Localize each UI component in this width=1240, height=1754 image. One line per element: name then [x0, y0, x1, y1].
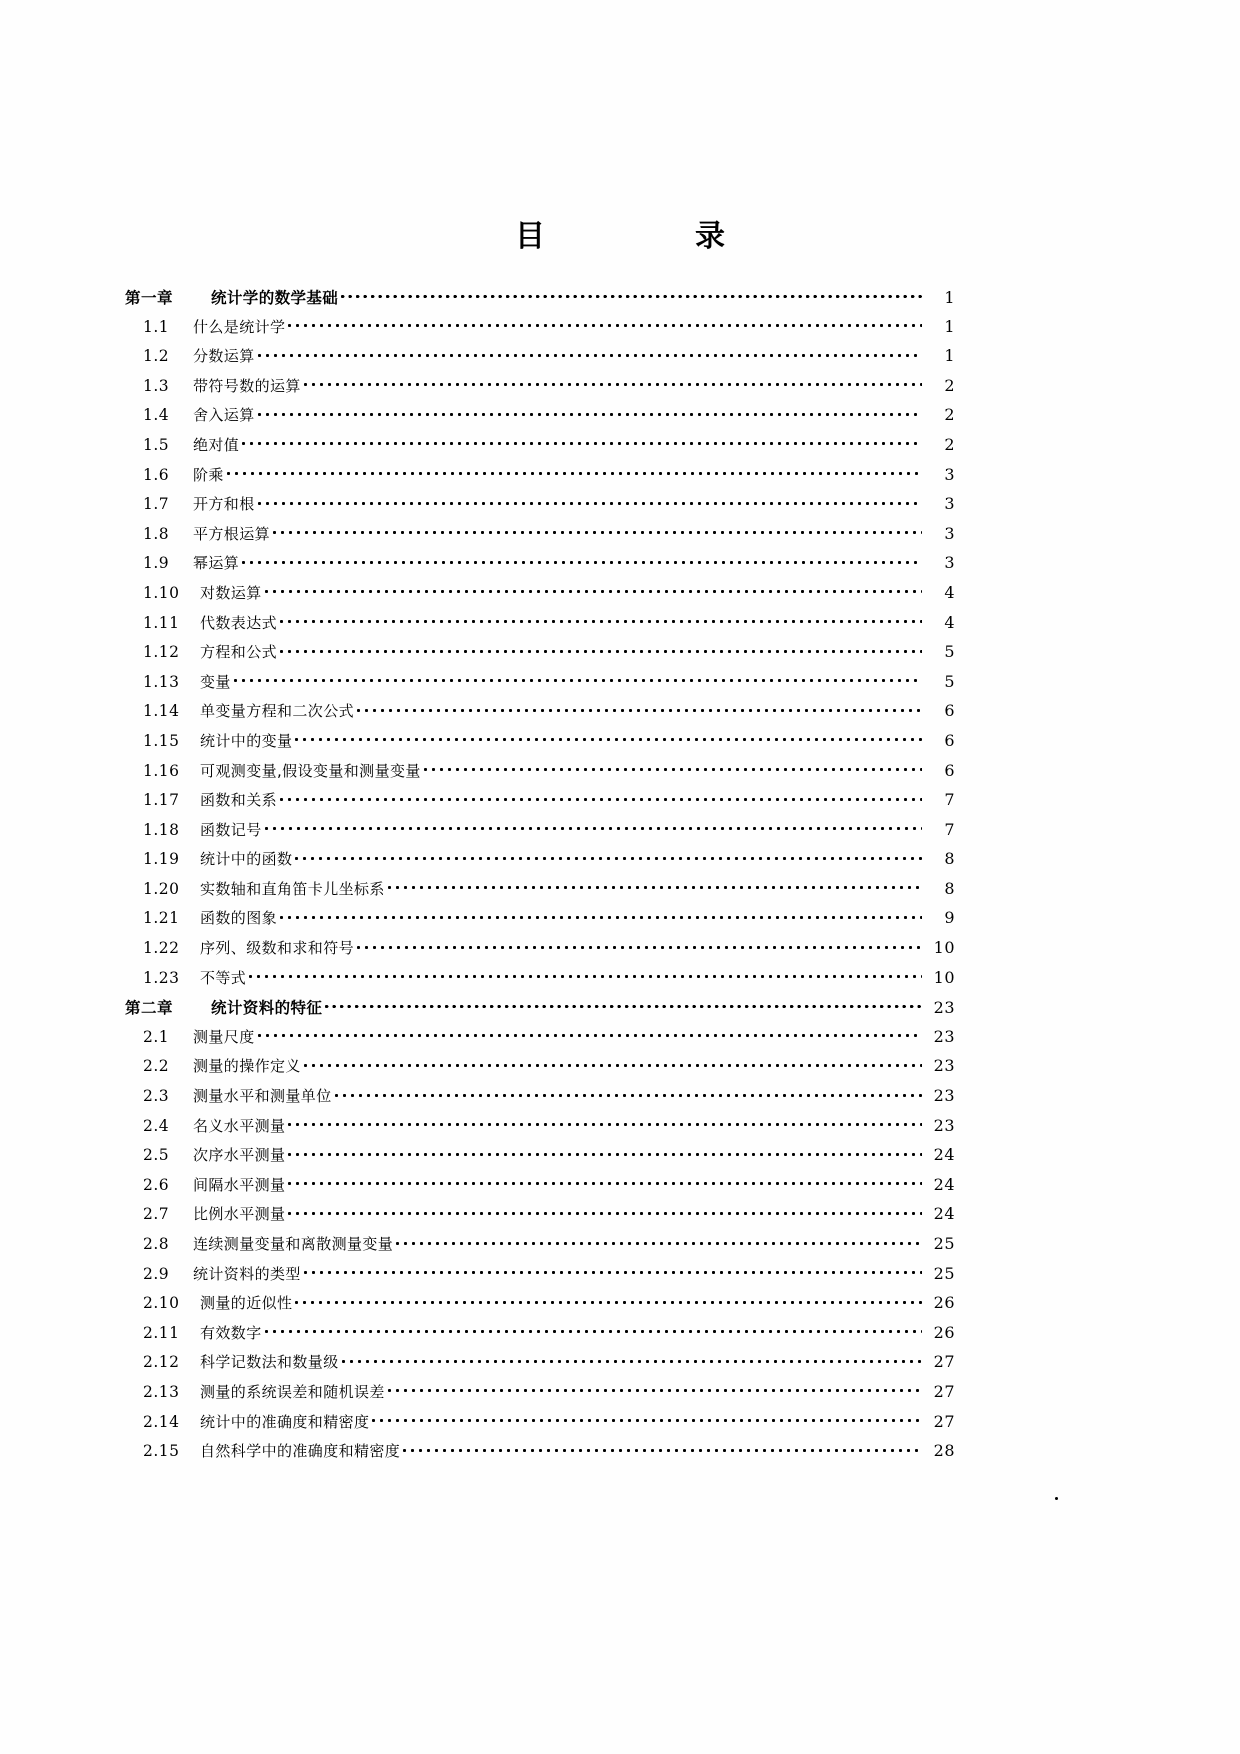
dot-leader: [258, 346, 922, 361]
dot-leader: [357, 938, 922, 953]
page-number: 7: [944, 819, 955, 839]
page-number: 3: [944, 464, 955, 484]
section-number: 1.16: [143, 761, 180, 780]
page-number: 9: [944, 908, 955, 928]
page-number: 1: [944, 288, 955, 307]
dot-leader: [288, 1145, 922, 1160]
dot-leader: [258, 494, 922, 509]
chapter-title: 统计学的数学基础: [211, 289, 339, 307]
section-number: 1.14: [143, 702, 180, 721]
page-number: 10: [933, 967, 955, 987]
toc-section-row[interactable]: [0, 345, 1240, 375]
section-number: 2.5: [143, 1146, 170, 1165]
section-title: 代数表达式: [200, 613, 278, 632]
section-number: 2.8: [143, 1235, 170, 1253]
section-number: 2.4: [143, 1116, 170, 1135]
section-title: 测量的操作定义: [193, 1057, 301, 1076]
page-number: 6: [944, 730, 955, 750]
toc-section-row[interactable]: [0, 937, 1240, 967]
toc-section-row[interactable]: [0, 552, 1240, 582]
toc-section-row[interactable]: [0, 1322, 1240, 1352]
dot-leader: [295, 731, 922, 746]
section-number: 2.15: [143, 1442, 180, 1461]
page-number: 28: [933, 1441, 955, 1461]
toc-section-row[interactable]: [0, 1174, 1240, 1204]
toc-section-row[interactable]: [0, 1085, 1240, 1115]
section-number: 1.3: [143, 376, 170, 395]
chapter-number: 第一章: [125, 289, 174, 307]
section-number: 2.10: [143, 1294, 180, 1313]
chapter-title: 统计资料的特征: [211, 999, 323, 1018]
section-number: 1.10: [143, 583, 180, 602]
section-number: 1.5: [143, 435, 170, 454]
section-title: 统计资料的类型: [193, 1264, 301, 1283]
page-number: 24: [933, 1174, 955, 1194]
section-title: 单变量方程和二次公式: [200, 702, 355, 721]
dot-leader: [304, 376, 922, 391]
toc-section-row[interactable]: [0, 1055, 1240, 1085]
section-title: 统计中的函数: [200, 850, 293, 869]
section-title: 实数轴和直角笛卡儿坐标系: [200, 879, 385, 898]
section-title: 幂运算: [193, 554, 240, 573]
section-title: 绝对值: [193, 435, 240, 454]
section-title: 统计中的准确度和精密度: [200, 1412, 370, 1431]
section-title: 阶乘: [193, 465, 224, 484]
section-title: 间隔水平测量: [193, 1175, 286, 1194]
toc-section-row[interactable]: [0, 760, 1240, 790]
section-number: 1.21: [143, 909, 180, 928]
section-title: 测量尺度: [193, 1027, 255, 1046]
page-title: 目 录: [515, 219, 755, 254]
dot-leader: [388, 879, 922, 894]
dot-leader: [280, 908, 922, 923]
page-number: 4: [944, 582, 955, 602]
section-number: 1.8: [143, 524, 170, 543]
page-number: 24: [933, 1204, 955, 1224]
toc-section-row[interactable]: [0, 907, 1240, 937]
page-number: 27: [933, 1352, 955, 1372]
toc-section-row[interactable]: [0, 1440, 1240, 1470]
section-number: 2.13: [143, 1382, 180, 1401]
dot-leader: [288, 317, 922, 332]
toc-section-row[interactable]: [0, 464, 1240, 494]
dot-leader: [357, 701, 922, 716]
dot-leader: [280, 642, 922, 657]
toc-section-row[interactable]: [0, 700, 1240, 730]
dot-leader: [288, 1204, 922, 1219]
dot-leader: [342, 1352, 922, 1367]
section-title: 函数和关系: [200, 791, 278, 810]
page-number: 23: [933, 1026, 955, 1046]
toc-section-row[interactable]: [0, 789, 1240, 819]
dot-leader: [258, 405, 922, 420]
dot-leader: [242, 553, 922, 568]
dot-leader: [295, 849, 922, 864]
page-number: 2: [944, 405, 955, 425]
section-number: 1.18: [143, 820, 180, 839]
section-number: 2.12: [143, 1353, 180, 1372]
section-title: 有效数字: [200, 1323, 262, 1342]
section-number: 2.11: [143, 1323, 180, 1342]
toc-section-row[interactable]: [0, 1203, 1240, 1233]
section-number: 1.9: [143, 554, 170, 573]
section-title: 可观测变量,假设变量和测量变量: [200, 761, 421, 780]
toc-section-row[interactable]: [0, 1263, 1240, 1293]
dot-leader: [372, 1412, 922, 1427]
section-number: 1.4: [143, 406, 170, 425]
page-number: 4: [944, 612, 955, 632]
dot-leader: [403, 1441, 922, 1456]
page-number: 3: [944, 523, 955, 543]
page-number: 1: [944, 316, 955, 336]
dot-leader: [396, 1234, 922, 1249]
dot-leader: [325, 998, 922, 1014]
section-title: 平方根运算: [193, 524, 271, 543]
section-title: 对数运算: [200, 583, 262, 602]
section-title: 函数的图象: [200, 909, 278, 928]
toc-section-row[interactable]: [0, 848, 1240, 878]
toc-section-row[interactable]: [0, 1292, 1240, 1322]
dot-leader: [249, 968, 922, 983]
section-title: 函数记号: [200, 820, 262, 839]
dot-leader: [341, 288, 922, 304]
section-number: 2.9: [143, 1264, 170, 1283]
section-number: 2.3: [143, 1087, 170, 1106]
dot-leader: [288, 1116, 922, 1131]
dot-leader: [234, 672, 922, 687]
toc-list: [0, 286, 1240, 1470]
toc-section-row[interactable]: [0, 1233, 1240, 1263]
section-title: 测量水平和测量单位: [193, 1087, 332, 1106]
page-number: 2: [944, 375, 955, 395]
section-title: 比例水平测量: [193, 1205, 286, 1224]
section-title: 带符号数的运算: [193, 376, 301, 395]
page-number: 8: [944, 878, 955, 898]
section-title: 分数运算: [193, 347, 255, 366]
page-number: 8: [944, 849, 955, 869]
section-number: 1.11: [143, 613, 180, 632]
section-number: 2.7: [143, 1205, 170, 1224]
dot-leader: [304, 1056, 922, 1071]
section-title: 统计中的变量: [200, 731, 293, 750]
section-title: 变量: [200, 672, 231, 691]
page-number: 23: [933, 1086, 955, 1106]
section-title: 连续测量变量和离散测量变量: [193, 1235, 394, 1253]
page-artifact-dot: [1055, 1497, 1058, 1500]
toc-section-row[interactable]: [0, 582, 1240, 612]
toc-section-row[interactable]: [0, 671, 1240, 701]
section-title: 不等式: [200, 968, 247, 987]
toc-section-row[interactable]: [0, 1381, 1240, 1411]
page-number: 23: [933, 998, 955, 1018]
page-number: 3: [944, 494, 955, 514]
page-number: 27: [933, 1411, 955, 1431]
dot-leader: [265, 1323, 922, 1338]
dot-leader: [265, 583, 922, 598]
section-number: 1.23: [143, 968, 180, 987]
dot-leader: [388, 1382, 922, 1397]
page-number: 7: [944, 790, 955, 810]
toc-section-row[interactable]: [0, 730, 1240, 760]
section-number: 1.7: [143, 495, 170, 514]
toc-section-row[interactable]: [0, 967, 1240, 997]
toc-section-row[interactable]: [0, 1144, 1240, 1174]
page-number: 1: [944, 346, 955, 366]
dot-leader: [295, 1293, 922, 1308]
page-number: 6: [944, 760, 955, 780]
section-title: 测量的近似性: [200, 1294, 293, 1313]
section-title: 科学记数法和数量级: [200, 1353, 339, 1372]
page-number: 24: [933, 1145, 955, 1165]
page-number: 6: [944, 701, 955, 721]
toc-section-row[interactable]: [0, 612, 1240, 642]
toc-chapter-row[interactable]: [0, 996, 1240, 1026]
section-number: 2.6: [143, 1175, 170, 1194]
toc-chapter-row[interactable]: [0, 286, 1240, 316]
section-title: 序列、级数和求和符号: [200, 939, 355, 958]
section-number: 2.2: [143, 1057, 170, 1076]
page-number: 25: [933, 1234, 955, 1253]
dot-leader: [280, 790, 922, 805]
section-title: 开方和根: [193, 495, 255, 514]
chapter-number: 第二章: [125, 999, 174, 1018]
toc-section-row[interactable]: [0, 493, 1240, 523]
page-number: 3: [944, 553, 955, 573]
dot-leader: [265, 820, 922, 835]
section-number: 1.15: [143, 731, 180, 750]
page-number: 2: [944, 434, 955, 454]
section-number: 1.13: [143, 672, 180, 691]
dot-leader: [273, 524, 922, 539]
page-number: 23: [933, 1115, 955, 1135]
section-title: 方程和公式: [200, 643, 278, 662]
page-number: 25: [933, 1263, 955, 1283]
toc-section-row[interactable]: [0, 523, 1240, 553]
section-number: 1.2: [143, 347, 170, 366]
section-number: 2.14: [143, 1412, 180, 1431]
toc-section-row[interactable]: [0, 316, 1240, 346]
dot-leader: [304, 1264, 922, 1279]
toc-section-row[interactable]: [0, 375, 1240, 405]
toc-section-row[interactable]: [0, 1026, 1240, 1056]
toc-section-row[interactable]: [0, 1115, 1240, 1145]
toc-section-row[interactable]: [0, 819, 1240, 849]
section-number: 1.19: [143, 850, 180, 869]
toc-section-row[interactable]: [0, 434, 1240, 464]
toc-section-row[interactable]: [0, 641, 1240, 671]
section-number: 2.1: [143, 1027, 170, 1046]
section-title: 什么是统计学: [193, 317, 286, 336]
section-title: 名义水平测量: [193, 1116, 286, 1135]
toc-section-row[interactable]: [0, 1411, 1240, 1441]
dot-leader: [280, 613, 922, 628]
dot-leader: [288, 1175, 922, 1190]
dot-leader: [424, 761, 922, 776]
section-number: 1.6: [143, 465, 170, 484]
toc-section-row[interactable]: [0, 404, 1240, 434]
section-number: 1.12: [143, 643, 180, 662]
section-title: 次序水平测量: [193, 1146, 286, 1165]
dot-leader: [227, 465, 922, 480]
dot-leader: [258, 1027, 922, 1042]
page-number: 10: [933, 938, 955, 958]
section-number: 1.20: [143, 879, 180, 898]
page-number: 23: [933, 1056, 955, 1076]
toc-section-row[interactable]: [0, 1351, 1240, 1381]
section-title: 自然科学中的准确度和精密度: [200, 1442, 401, 1461]
dot-leader: [335, 1086, 922, 1101]
section-number: 1.1: [143, 317, 170, 336]
page-number: 5: [944, 642, 955, 662]
dot-leader: [242, 435, 922, 450]
section-number: 1.22: [143, 939, 180, 958]
page-number: 5: [944, 671, 955, 691]
page-number: 26: [933, 1293, 955, 1313]
section-title: 舍入运算: [193, 406, 255, 425]
section-title: 测量的系统误差和随机误差: [200, 1382, 385, 1401]
toc-section-row[interactable]: [0, 878, 1240, 908]
page-number: 26: [933, 1322, 955, 1342]
section-number: 1.17: [143, 791, 180, 810]
page-number: 27: [933, 1381, 955, 1401]
